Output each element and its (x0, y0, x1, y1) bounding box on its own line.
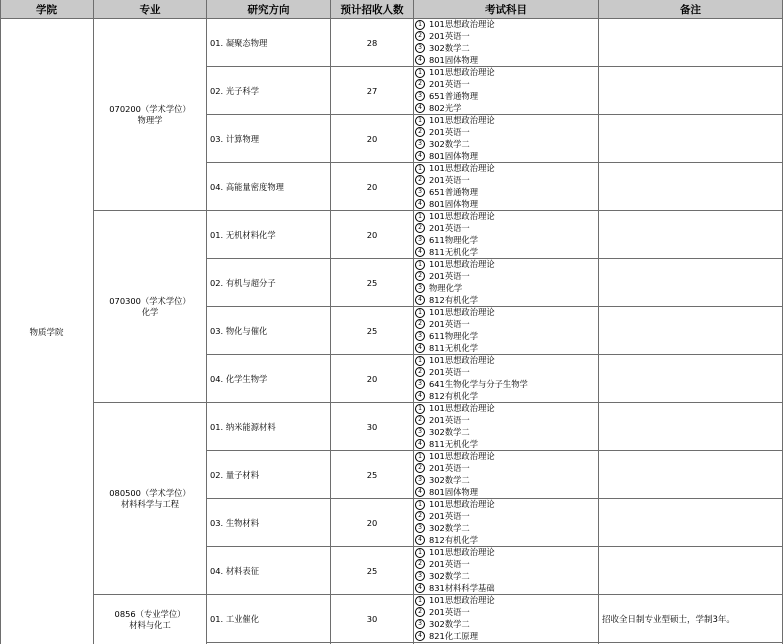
exam-subject-item (414, 547, 598, 559)
exam-subject-item (414, 415, 598, 427)
circled-number-icon: 1 (415, 164, 425, 174)
major-code: 080500（学术学位） (109, 487, 191, 498)
grid-line (206, 258, 783, 259)
grid-line (206, 498, 783, 499)
circled-number-icon: 3 (415, 331, 425, 341)
exam-subject-text: 201英语一 (429, 174, 470, 185)
exam-subject-text: 物理化学 (429, 282, 463, 293)
research-direction: 02. 量子材料 (210, 469, 260, 480)
exam-subject-item (414, 343, 598, 355)
circled-number-icon: 4 (415, 55, 425, 65)
research-direction: 02. 光子科学 (210, 85, 260, 96)
exam-subject-item (414, 307, 598, 319)
exam-subject-text: 101思想政治理论 (429, 595, 495, 605)
grid-line (206, 66, 783, 67)
header-subjects: 考试科目 (485, 3, 527, 16)
circled-number-icon: 2 (415, 607, 425, 617)
remark (599, 163, 782, 210)
exam-subjects (414, 403, 598, 451)
circled-number-icon: 4 (415, 631, 425, 641)
exam-subject-item (414, 271, 598, 283)
header-enroll: 预计招收人数 (340, 3, 404, 16)
exam-subject-item (414, 355, 598, 367)
exam-subject-item (414, 379, 598, 391)
exam-subject-text: 101思想政治理论 (429, 403, 495, 413)
circled-number-icon: 1 (415, 356, 425, 366)
grid-line (206, 546, 783, 547)
exam-subject-text: 101思想政治理论 (429, 211, 495, 221)
exam-subject-item (414, 403, 598, 415)
exam-subject-text: 651普通物理 (429, 186, 479, 197)
circled-number-icon: 2 (415, 463, 425, 473)
exam-subject-item (414, 55, 598, 67)
exam-subject-text: 101思想政治理论 (429, 67, 495, 77)
major-cell (94, 595, 206, 644)
circled-number-icon: 3 (415, 427, 425, 437)
circled-number-icon: 1 (415, 212, 425, 222)
exam-subject-item (414, 43, 598, 55)
major-cell (94, 19, 206, 210)
circled-number-icon: 3 (415, 571, 425, 581)
enroll-count: 20 (366, 133, 378, 144)
exam-subject-text: 302数学二 (429, 42, 470, 53)
circled-number-icon: 1 (415, 68, 425, 78)
exam-subject-text: 821化工原理 (429, 630, 479, 641)
exam-subjects (414, 67, 598, 115)
exam-subject-item (414, 259, 598, 271)
exam-subject-item (414, 607, 598, 619)
exam-subjects (414, 163, 598, 211)
exam-subject-item (414, 163, 598, 175)
circled-number-icon: 4 (415, 199, 425, 209)
research-direction: 01. 工业催化 (210, 613, 260, 624)
remark: 招收全日制专业型硕士，学制3年。 (602, 614, 735, 625)
exam-subject-text: 611物理化学 (429, 330, 479, 341)
enroll-count: 20 (366, 181, 378, 192)
circled-number-icon: 2 (415, 175, 425, 185)
grid-line (206, 450, 783, 451)
grid-line (598, 0, 599, 644)
research-direction: 04. 材料表征 (210, 565, 260, 576)
exam-subject-text: 201英语一 (429, 414, 470, 425)
exam-subjects (414, 547, 598, 595)
exam-subject-text: 201英语一 (429, 222, 470, 233)
exam-subject-text: 812有机化学 (429, 294, 479, 305)
exam-subject-text: 302数学二 (429, 474, 470, 485)
grid-line (206, 642, 783, 643)
exam-subjects (414, 115, 598, 163)
exam-subject-item (414, 223, 598, 235)
circled-number-icon: 4 (415, 247, 425, 257)
exam-subject-text: 801固体物理 (429, 150, 479, 161)
exam-subject-text: 101思想政治理论 (429, 451, 495, 461)
exam-subject-item (414, 535, 598, 547)
enroll-count: 20 (366, 373, 378, 384)
exam-subject-text: 651普通物理 (429, 90, 479, 101)
circled-number-icon: 4 (415, 439, 425, 449)
exam-subject-item (414, 331, 598, 343)
grid-line (93, 594, 206, 595)
header-notes: 备注 (680, 3, 701, 16)
research-direction: 02. 有机与超分子 (210, 277, 276, 288)
circled-number-icon: 3 (415, 43, 425, 53)
exam-subject-item (414, 295, 598, 307)
exam-subject-item (414, 19, 598, 31)
grid-line (0, 0, 1, 644)
exam-subject-item (414, 631, 598, 643)
exam-subject-text: 101思想政治理论 (429, 163, 495, 173)
research-direction: 01. 纳米能源材料 (210, 421, 276, 432)
exam-subject-text: 101思想政治理论 (429, 19, 495, 29)
grid-line (93, 0, 94, 644)
exam-subject-item (414, 127, 598, 139)
grid-line (206, 162, 783, 163)
circled-number-icon: 2 (415, 79, 425, 89)
enroll-count: 20 (366, 517, 378, 528)
exam-subject-text: 302数学二 (429, 138, 470, 149)
grid-line (206, 354, 783, 355)
circled-number-icon: 1 (415, 452, 425, 462)
exam-subject-text: 801固体物理 (429, 54, 479, 65)
circled-number-icon: 3 (415, 91, 425, 101)
grid-line (206, 0, 207, 644)
circled-number-icon: 4 (415, 343, 425, 353)
major-name: 材料与化工 (129, 619, 171, 630)
exam-subject-text: 811无机化学 (429, 438, 479, 449)
exam-subject-text: 302数学二 (429, 618, 470, 629)
circled-number-icon: 3 (415, 187, 425, 197)
exam-subject-text: 101思想政治理论 (429, 499, 495, 509)
exam-subject-text: 811无机化学 (429, 246, 479, 257)
exam-subject-text: 101思想政治理论 (429, 547, 495, 557)
enroll-count: 25 (366, 277, 378, 288)
enroll-count: 27 (366, 85, 378, 96)
grid-line (206, 594, 783, 595)
circled-number-icon: 3 (415, 283, 425, 293)
exam-subject-item (414, 67, 598, 79)
college-name: 物质学院 (29, 327, 64, 338)
exam-subject-text: 201英语一 (429, 462, 470, 473)
exam-subject-item (414, 487, 598, 499)
exam-subject-item (414, 247, 598, 259)
exam-subject-text: 801固体物理 (429, 198, 479, 209)
exam-subject-text: 201英语一 (429, 318, 470, 329)
exam-subject-item (414, 391, 598, 403)
enroll-count: 30 (366, 613, 378, 624)
exam-subject-item (414, 187, 598, 199)
remark (599, 403, 782, 450)
exam-subjects (414, 499, 598, 547)
enroll-count: 28 (366, 37, 378, 48)
remark (599, 307, 782, 354)
major-name: 化学 (141, 306, 159, 317)
enroll-count: 25 (366, 325, 378, 336)
exam-subject-item (414, 31, 598, 43)
remark (599, 355, 782, 402)
grid-line (93, 210, 206, 211)
grid-line (206, 402, 783, 403)
exam-subject-text: 201英语一 (429, 366, 470, 377)
circled-number-icon: 3 (415, 523, 425, 533)
grid-line (413, 0, 414, 644)
exam-subject-text: 811无机化学 (429, 342, 479, 353)
circled-number-icon: 1 (415, 548, 425, 558)
exam-subject-item (414, 427, 598, 439)
exam-subject-item (414, 91, 598, 103)
exam-subject-text: 201英语一 (429, 606, 470, 617)
research-direction: 03. 生物材料 (210, 517, 260, 528)
major-code: 0856（专业学位） (114, 608, 186, 619)
exam-subject-text: 101思想政治理论 (429, 259, 495, 269)
exam-subject-item (414, 475, 598, 487)
circled-number-icon: 2 (415, 223, 425, 233)
remark (599, 211, 782, 258)
remark (599, 259, 782, 306)
circled-number-icon: 1 (415, 500, 425, 510)
research-direction: 01. 无机材料化学 (210, 229, 276, 240)
circled-number-icon: 3 (415, 139, 425, 149)
exam-subjects (414, 307, 598, 355)
circled-number-icon: 2 (415, 319, 425, 329)
exam-subjects (414, 19, 598, 67)
exam-subject-item (414, 151, 598, 163)
exam-subject-item (414, 595, 598, 607)
remark (599, 451, 782, 498)
exam-subject-item (414, 439, 598, 451)
exam-subject-item (414, 523, 598, 535)
exam-subjects (414, 211, 598, 259)
major-cell (94, 211, 206, 402)
exam-subject-text: 201英语一 (429, 270, 470, 281)
circled-number-icon: 2 (415, 367, 425, 377)
circled-number-icon: 2 (415, 31, 425, 41)
major-code: 070300（学术学位） (109, 295, 191, 306)
circled-number-icon: 1 (415, 20, 425, 30)
exam-subject-item (414, 175, 598, 187)
circled-number-icon: 4 (415, 295, 425, 305)
grid-line (330, 0, 331, 644)
exam-subject-item (414, 211, 598, 223)
circled-number-icon: 2 (415, 559, 425, 569)
research-direction: 04. 高能量密度物理 (210, 181, 284, 192)
enroll-count: 30 (366, 421, 378, 432)
exam-subjects (414, 451, 598, 499)
exam-subject-item (414, 463, 598, 475)
circled-number-icon: 3 (415, 379, 425, 389)
header-college: 学院 (36, 3, 57, 16)
exam-subject-text: 801固体物理 (429, 486, 479, 497)
exam-subject-text: 201英语一 (429, 558, 470, 569)
exam-subject-item (414, 115, 598, 127)
circled-number-icon: 2 (415, 127, 425, 137)
exam-subject-text: 641生物化学与分子生物学 (429, 378, 528, 389)
remark (599, 67, 782, 114)
circled-number-icon: 1 (415, 260, 425, 270)
circled-number-icon: 3 (415, 475, 425, 485)
grid-line (206, 210, 783, 211)
exam-subject-text: 201英语一 (429, 126, 470, 137)
grid-line (206, 306, 783, 307)
header-direction: 研究方向 (247, 3, 290, 16)
circled-number-icon: 2 (415, 415, 425, 425)
exam-subject-item (414, 79, 598, 91)
exam-subject-item (414, 559, 598, 571)
exam-subject-item (414, 499, 598, 511)
research-direction: 01. 凝聚态物理 (210, 37, 268, 48)
major-code: 070200（学术学位） (109, 103, 191, 114)
exam-subject-text: 611物理化学 (429, 234, 479, 245)
enroll-count: 20 (366, 229, 378, 240)
enroll-count: 25 (366, 565, 378, 576)
circled-number-icon: 2 (415, 271, 425, 281)
exam-subject-text: 201英语一 (429, 30, 470, 41)
circled-number-icon: 4 (415, 487, 425, 497)
exam-subject-item (414, 451, 598, 463)
exam-subjects (414, 595, 598, 643)
remark (599, 115, 782, 162)
remark (599, 547, 782, 594)
exam-subject-text: 302数学二 (429, 570, 470, 581)
exam-subject-text: 802光学 (429, 102, 462, 113)
grid-line (0, 18, 783, 19)
research-direction: 03. 物化与催化 (210, 325, 268, 336)
exam-subject-item (414, 235, 598, 247)
exam-subject-item (414, 103, 598, 115)
circled-number-icon: 3 (415, 619, 425, 629)
research-direction: 04. 化学生物学 (210, 373, 268, 384)
exam-subjects (414, 355, 598, 403)
grid-line (93, 402, 206, 403)
exam-subject-text: 812有机化学 (429, 390, 479, 401)
exam-subject-text: 831材料科学基础 (429, 582, 495, 593)
circled-number-icon: 4 (415, 151, 425, 161)
exam-subject-item (414, 319, 598, 331)
grid-line (206, 114, 783, 115)
exam-subject-text: 101思想政治理论 (429, 355, 495, 365)
exam-subject-item (414, 619, 598, 631)
circled-number-icon: 4 (415, 391, 425, 401)
major-name: 物理学 (137, 114, 163, 125)
exam-subject-item (414, 511, 598, 523)
circled-number-icon: 1 (415, 404, 425, 414)
exam-subject-item (414, 367, 598, 379)
exam-subject-text: 101思想政治理论 (429, 115, 495, 125)
exam-subject-item (414, 283, 598, 295)
exam-subject-item (414, 571, 598, 583)
exam-subjects (414, 259, 598, 307)
circled-number-icon: 1 (415, 308, 425, 318)
circled-number-icon: 3 (415, 235, 425, 245)
remark (599, 499, 782, 546)
enroll-count: 25 (366, 469, 378, 480)
major-name: 材料科学与工程 (120, 498, 180, 509)
exam-subject-text: 812有机化学 (429, 534, 479, 545)
circled-number-icon: 4 (415, 535, 425, 545)
exam-subject-item (414, 199, 598, 211)
circled-number-icon: 1 (415, 116, 425, 126)
remark (599, 19, 782, 66)
exam-subject-item (414, 583, 598, 595)
exam-subject-text: 201英语一 (429, 78, 470, 89)
circled-number-icon: 1 (415, 596, 425, 606)
exam-subject-text: 302数学二 (429, 426, 470, 437)
header-major: 专业 (139, 3, 161, 16)
exam-subject-text: 101思想政治理论 (429, 307, 495, 317)
circled-number-icon: 4 (415, 103, 425, 113)
major-cell (94, 403, 206, 594)
circled-number-icon: 2 (415, 511, 425, 521)
exam-subject-text: 302数学二 (429, 522, 470, 533)
circled-number-icon: 4 (415, 583, 425, 593)
exam-subject-text: 201英语一 (429, 510, 470, 521)
research-direction: 03. 计算物理 (210, 133, 260, 144)
exam-subject-item (414, 139, 598, 151)
